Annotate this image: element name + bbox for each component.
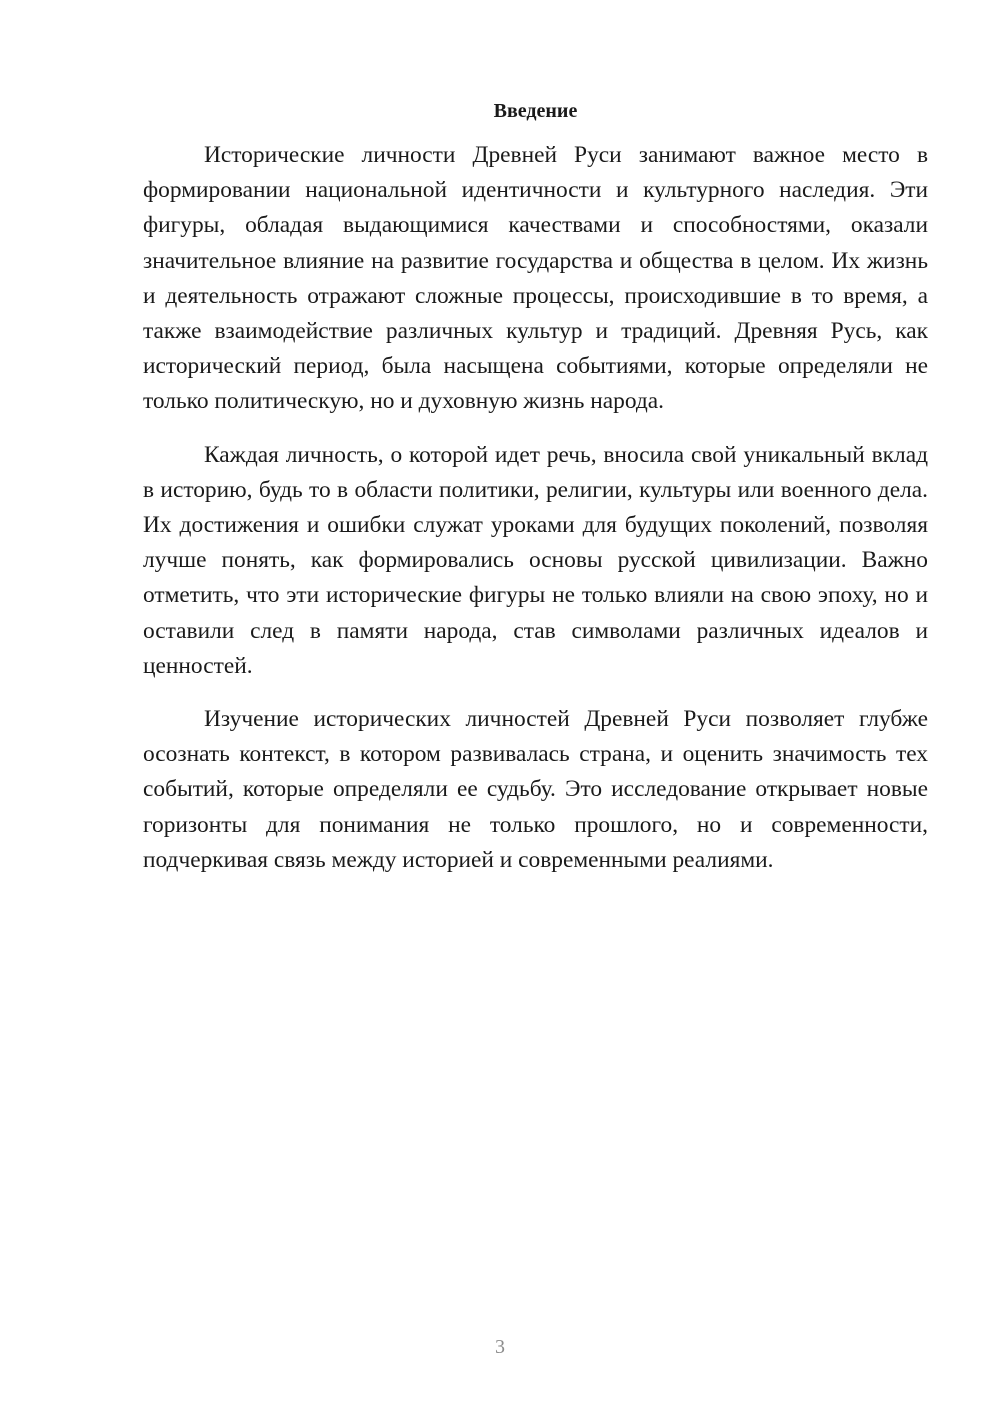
page-content [143,96,928,896]
paragraph-3: Изучение исторических личностей Древней Руси позволяет глубже осознать контекст, в котором развивалась страна, и оценить значимость тех событий, которые определяли ее судьбу. Это исследование открывает новые горизонты для понимания не только прошлого, но и современности, подчеркивая связь между историей и современными реалиями. [143,706,928,873]
section-title: Введение [493,100,578,122]
page-number: 3 [495,1336,505,1358]
paragraph-2: Каждая личность, о которой идет речь, вносила свой уникальный вклад в историю, будь то в области политики, религии, культуры или военного дела. Их достижения и ошибки служат уроками для будущих поколений, позволяя лучше понять, как формировались основы русской цивилизации. Важно отметить, что эти исторические фигуры не только влияли на свою эпоху, но и оставили след в памяти народа, став символами различных идеалов и ценностей. [143,441,928,679]
paragraph-1: Исторические личности Древней Руси занимают важное место в формировании национальной идентичности и культурного наследия. Эти фигуры, обладая выдающимися качествами и способностями, оказали значительное влияние на развитие государства и общества в целом. Их жизнь и деятельность отражают сложные процессы, происходившие в то время, а также взаимодействие различных культур и традиций. Древняя Русь, как исторический период, была насыщена событиями, которые определяли не только политическую, но и духовную жизнь народа. [143,142,928,415]
